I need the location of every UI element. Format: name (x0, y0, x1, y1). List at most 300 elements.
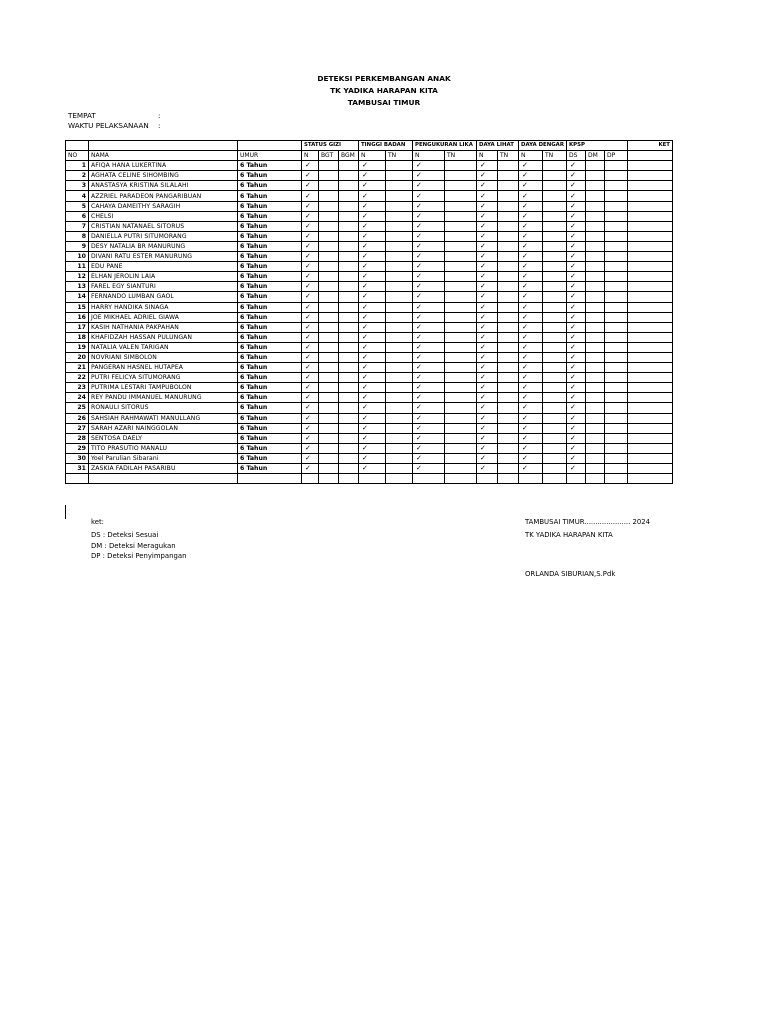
check-mark: ✓ (302, 252, 319, 262)
check-mark: ✓ (413, 352, 445, 362)
table-row (66, 383, 673, 393)
check-mark: ✓ (359, 262, 386, 272)
check-mark: ✓ (302, 393, 319, 403)
empty-cell (386, 231, 413, 241)
check-mark: ✓ (519, 272, 543, 282)
check-mark: ✓ (519, 282, 543, 292)
empty-cell (445, 342, 477, 352)
empty-cell (542, 231, 566, 241)
empty-cell (339, 272, 359, 282)
check-mark: ✓ (413, 383, 445, 393)
empty-cell (445, 191, 477, 201)
table-row (66, 302, 673, 312)
empty-cell (627, 332, 672, 342)
empty-cell (604, 332, 627, 342)
empty-cell (542, 433, 566, 443)
check-mark: ✓ (413, 393, 445, 403)
empty-cell (542, 393, 566, 403)
check-mark: ✓ (359, 282, 386, 292)
col-lk-tn: TN (445, 151, 477, 161)
check-mark: ✓ (477, 383, 498, 393)
row-nama: DESY NATALIA BR MANURUNG (89, 241, 238, 251)
row-nama: DANIELLA PUTRI SITUMORANG (89, 231, 238, 241)
empty-cell (585, 211, 604, 221)
row-umur: 6 Tahun (238, 373, 302, 383)
empty-cell (498, 312, 519, 322)
check-mark: ✓ (359, 393, 386, 403)
empty-cell (542, 403, 566, 413)
row-no: 12 (66, 272, 89, 282)
check-mark: ✓ (413, 262, 445, 272)
check-mark: ✓ (566, 282, 585, 292)
blank-cell (66, 141, 89, 151)
row-no: 3 (66, 181, 89, 191)
empty-cell (319, 272, 339, 282)
waktu-colon: : (158, 121, 161, 130)
empty-cell (604, 423, 627, 433)
check-mark: ✓ (302, 332, 319, 342)
group-kpsp: KPSP (566, 141, 627, 151)
empty-cell (627, 181, 672, 191)
row-nama: CAHAYA DAMEITHY SARAGIH (89, 201, 238, 211)
check-mark: ✓ (566, 332, 585, 342)
empty-cell (585, 191, 604, 201)
table-row (66, 433, 673, 443)
legend-dm: DM : Deteksi Meragukan (91, 542, 176, 550)
empty-cell (585, 433, 604, 443)
empty-cell (604, 262, 627, 272)
empty-cell (627, 282, 672, 292)
col-dd-n: N (519, 151, 543, 161)
row-umur: 6 Tahun (238, 332, 302, 342)
empty-cell (604, 161, 627, 171)
check-mark: ✓ (477, 443, 498, 453)
check-mark: ✓ (302, 464, 319, 474)
empty-cell (339, 201, 359, 211)
empty-cell (319, 262, 339, 272)
empty-cell (386, 161, 413, 171)
empty-cell (627, 211, 672, 221)
empty-cell (627, 201, 672, 211)
row-nama: HARRY HANDIKA SINAGA (89, 302, 238, 312)
check-mark: ✓ (302, 282, 319, 292)
empty-cell (585, 201, 604, 211)
empty-cell (445, 413, 477, 423)
row-umur: 6 Tahun (238, 272, 302, 282)
col-no: NO (66, 151, 89, 161)
check-mark: ✓ (477, 453, 498, 463)
check-mark: ✓ (519, 302, 543, 312)
check-mark: ✓ (477, 373, 498, 383)
empty-cell (319, 252, 339, 262)
row-umur: 6 Tahun (238, 252, 302, 262)
table-row (66, 272, 673, 282)
empty-cell (445, 453, 477, 463)
empty-cell (386, 262, 413, 272)
header-row-groups (66, 141, 673, 151)
check-mark: ✓ (477, 282, 498, 292)
row-umur: 6 Tahun (238, 181, 302, 191)
empty-cell (585, 312, 604, 322)
row-nama: TITO PRASUTIO MANALU (89, 443, 238, 453)
empty-cell (542, 363, 566, 373)
empty-cell (498, 292, 519, 302)
check-mark: ✓ (359, 252, 386, 262)
empty-cell (498, 171, 519, 181)
empty-cell (585, 241, 604, 251)
check-mark: ✓ (566, 423, 585, 433)
check-mark: ✓ (359, 443, 386, 453)
check-mark: ✓ (519, 292, 543, 302)
row-nama: Yoel Parulian Sibarani (89, 453, 238, 463)
table-row (66, 423, 673, 433)
empty-cell (445, 433, 477, 443)
empty-cell (386, 322, 413, 332)
detection-table (65, 140, 673, 484)
check-mark: ✓ (477, 211, 498, 221)
empty-cell (604, 241, 627, 251)
empty-cell (339, 352, 359, 362)
col-ket (627, 151, 672, 161)
empty-cell (627, 403, 672, 413)
row-no: 14 (66, 292, 89, 302)
empty-cell (339, 211, 359, 221)
check-mark: ✓ (519, 231, 543, 241)
empty-cell (604, 171, 627, 181)
empty-cell (339, 403, 359, 413)
document-title: DETEKSI PERKEMBANGAN ANAK (317, 74, 451, 83)
group-status-gizi: STATUS GIZI (302, 141, 359, 151)
check-mark: ✓ (519, 423, 543, 433)
check-mark: ✓ (477, 342, 498, 352)
check-mark: ✓ (519, 191, 543, 201)
empty-cell (604, 312, 627, 322)
check-mark: ✓ (413, 403, 445, 413)
empty-cell (585, 161, 604, 171)
empty-cell (319, 302, 339, 312)
row-nama: DIVANI RATU ESTER MANURUNG (89, 252, 238, 262)
check-mark: ✓ (519, 443, 543, 453)
empty-cell (319, 464, 339, 474)
empty-cell (319, 453, 339, 463)
empty-cell (627, 342, 672, 352)
empty-cell (585, 292, 604, 302)
empty-cell (604, 292, 627, 302)
check-mark: ✓ (566, 181, 585, 191)
blank-cell (89, 141, 238, 151)
check-mark: ✓ (359, 423, 386, 433)
group-tinggi-badan: TINGGI BADAN (359, 141, 413, 151)
check-mark: ✓ (359, 433, 386, 443)
check-mark: ✓ (413, 433, 445, 443)
empty-cell (319, 241, 339, 251)
empty-cell (319, 191, 339, 201)
check-mark: ✓ (566, 211, 585, 221)
empty-cell (445, 332, 477, 342)
check-mark: ✓ (477, 292, 498, 302)
check-mark: ✓ (519, 211, 543, 221)
check-mark: ✓ (302, 383, 319, 393)
legend-dp: DP : Deteksi Penyimpangan (91, 552, 187, 560)
check-mark: ✓ (566, 191, 585, 201)
table-row (66, 231, 673, 241)
empty-cell (319, 433, 339, 443)
empty-cell (585, 252, 604, 262)
check-mark: ✓ (477, 413, 498, 423)
empty-cell (627, 312, 672, 322)
row-no: 5 (66, 201, 89, 211)
empty-cell (386, 201, 413, 211)
empty-cell (339, 453, 359, 463)
check-mark: ✓ (413, 292, 445, 302)
empty-cell (498, 433, 519, 443)
check-mark: ✓ (413, 302, 445, 312)
row-nama: KHAFIDZAH HASSAN PULUNGAN (89, 332, 238, 342)
empty-cell (386, 181, 413, 191)
col-nama: NAMA (89, 151, 238, 161)
empty-cell (339, 393, 359, 403)
empty-cell (445, 292, 477, 302)
check-mark: ✓ (519, 221, 543, 231)
check-mark: ✓ (302, 241, 319, 251)
empty-cell (498, 231, 519, 241)
empty-cell (339, 292, 359, 302)
empty-row (66, 474, 673, 484)
group-daya-lihat: DAYA LIHAT (477, 141, 519, 151)
empty-cell (542, 302, 566, 312)
empty-cell (627, 393, 672, 403)
header-row-columns (66, 151, 673, 161)
row-nama: AGHATA CELINE SIHOMBING (89, 171, 238, 181)
empty-cell (604, 221, 627, 231)
row-nama: FERNANDO LUMBAN GAOL (89, 292, 238, 302)
row-no: 9 (66, 241, 89, 251)
row-umur: 6 Tahun (238, 393, 302, 403)
empty-cell (627, 262, 672, 272)
check-mark: ✓ (302, 262, 319, 272)
empty-cell (339, 423, 359, 433)
empty-cell (627, 161, 672, 171)
group-pengukuran-lika: PENGUKURAN LIKA (413, 141, 477, 151)
check-mark: ✓ (359, 241, 386, 251)
check-mark: ✓ (566, 342, 585, 352)
check-mark: ✓ (302, 231, 319, 241)
check-mark: ✓ (413, 201, 445, 211)
empty-cell (498, 302, 519, 312)
empty-cell (498, 181, 519, 191)
check-mark: ✓ (359, 312, 386, 322)
check-mark: ✓ (302, 433, 319, 443)
empty-cell (585, 171, 604, 181)
check-mark: ✓ (413, 181, 445, 191)
row-umur: 6 Tahun (238, 433, 302, 443)
empty-cell (498, 262, 519, 272)
empty-cell (498, 383, 519, 393)
row-umur: 6 Tahun (238, 342, 302, 352)
empty-cell (339, 383, 359, 393)
check-mark: ✓ (413, 423, 445, 433)
row-nama: AZZRIEL PARADEON PANGARIBUAN (89, 191, 238, 201)
col-dd-tn: TN (542, 151, 566, 161)
empty-cell (604, 453, 627, 463)
empty-cell (386, 312, 413, 322)
check-mark: ✓ (302, 302, 319, 312)
empty-cell (604, 352, 627, 362)
row-umur: 6 Tahun (238, 363, 302, 373)
check-mark: ✓ (359, 403, 386, 413)
empty-cell (445, 272, 477, 282)
check-mark: ✓ (359, 342, 386, 352)
empty-cell (319, 413, 339, 423)
row-no: 17 (66, 322, 89, 332)
empty-cell (319, 181, 339, 191)
empty-cell (339, 373, 359, 383)
empty-cell (386, 433, 413, 443)
empty-cell (542, 352, 566, 362)
waktu-label: WAKTU PELAKSANAAN (68, 121, 149, 130)
empty-cell (542, 211, 566, 221)
row-umur: 6 Tahun (238, 453, 302, 463)
table-row (66, 262, 673, 272)
check-mark: ✓ (566, 231, 585, 241)
table-row (66, 312, 673, 322)
empty-cell (319, 423, 339, 433)
row-no: 26 (66, 413, 89, 423)
check-mark: ✓ (519, 363, 543, 373)
empty-cell (319, 332, 339, 342)
check-mark: ✓ (413, 363, 445, 373)
table-row (66, 241, 673, 251)
empty-cell (339, 433, 359, 443)
empty-cell (319, 231, 339, 241)
waktu-row (68, 121, 160, 131)
empty-cell (585, 383, 604, 393)
empty-cell (386, 423, 413, 433)
check-mark: ✓ (519, 383, 543, 393)
check-mark: ✓ (566, 403, 585, 413)
row-nama: AFIQA HANA LUKERTINA (89, 161, 238, 171)
empty-cell (339, 332, 359, 342)
row-nama: KASIH NATHANIA PAKPAHAN (89, 322, 238, 332)
check-mark: ✓ (413, 342, 445, 352)
check-mark: ✓ (519, 181, 543, 191)
empty-cell (585, 363, 604, 373)
empty-cell (585, 464, 604, 474)
empty-cell (542, 252, 566, 262)
empty-cell (319, 201, 339, 211)
check-mark: ✓ (302, 413, 319, 423)
check-mark: ✓ (477, 322, 498, 332)
row-no: 6 (66, 211, 89, 221)
empty-cell (445, 201, 477, 211)
check-mark: ✓ (566, 464, 585, 474)
row-umur: 6 Tahun (238, 312, 302, 322)
empty-cell (339, 252, 359, 262)
empty-cell (498, 393, 519, 403)
empty-cell (627, 383, 672, 393)
empty-cell (339, 262, 359, 272)
check-mark: ✓ (566, 302, 585, 312)
check-mark: ✓ (413, 332, 445, 342)
check-mark: ✓ (477, 312, 498, 322)
check-mark: ✓ (359, 201, 386, 211)
row-no: 16 (66, 312, 89, 322)
empty-cell (386, 413, 413, 423)
check-mark: ✓ (359, 221, 386, 231)
row-umur: 6 Tahun (238, 383, 302, 393)
row-umur: 6 Tahun (238, 201, 302, 211)
col-lk-n: N (413, 151, 445, 161)
empty-cell (498, 211, 519, 221)
tempat-colon: : (158, 111, 161, 120)
empty-cell (585, 221, 604, 231)
empty-cell (319, 393, 339, 403)
check-mark: ✓ (413, 413, 445, 423)
signer-name: ORLANDA SIBURIAN,S.Pdk (525, 570, 616, 578)
empty-cell (498, 352, 519, 362)
empty-cell (498, 453, 519, 463)
empty-cell (445, 231, 477, 241)
row-no: 20 (66, 352, 89, 362)
empty-cell (386, 443, 413, 453)
row-no: 25 (66, 403, 89, 413)
empty-cell (445, 302, 477, 312)
check-mark: ✓ (413, 231, 445, 241)
empty-cell (339, 342, 359, 352)
check-mark: ✓ (302, 211, 319, 221)
empty-cell (542, 161, 566, 171)
empty-cell (445, 161, 477, 171)
empty-cell (585, 332, 604, 342)
empty-cell (498, 252, 519, 262)
empty-cell (386, 332, 413, 342)
empty-cell (319, 171, 339, 181)
row-umur: 6 Tahun (238, 403, 302, 413)
empty-cell (604, 181, 627, 191)
check-mark: ✓ (359, 352, 386, 362)
check-mark: ✓ (302, 171, 319, 181)
check-mark: ✓ (519, 161, 543, 171)
row-umur: 6 Tahun (238, 423, 302, 433)
legend-ds: DS : Deteksi Sesuai (91, 531, 159, 539)
check-mark: ✓ (477, 252, 498, 262)
check-mark: ✓ (477, 181, 498, 191)
check-mark: ✓ (519, 393, 543, 403)
empty-cell (319, 221, 339, 231)
row-nama: PUTRI FELICYA SITUMORANG (89, 373, 238, 383)
empty-cell (585, 403, 604, 413)
table-row (66, 393, 673, 403)
check-mark: ✓ (477, 231, 498, 241)
check-mark: ✓ (359, 464, 386, 474)
check-mark: ✓ (359, 322, 386, 332)
empty-cell (498, 161, 519, 171)
empty-cell (445, 181, 477, 191)
check-mark: ✓ (477, 332, 498, 342)
check-mark: ✓ (477, 191, 498, 201)
empty-cell (319, 352, 339, 362)
empty-cell (498, 423, 519, 433)
check-mark: ✓ (566, 453, 585, 463)
empty-cell (627, 443, 672, 453)
row-no: 22 (66, 373, 89, 383)
empty-cell (386, 252, 413, 262)
check-mark: ✓ (519, 201, 543, 211)
empty-cell (627, 433, 672, 443)
check-mark: ✓ (359, 211, 386, 221)
empty-cell (339, 443, 359, 453)
row-no: 4 (66, 191, 89, 201)
